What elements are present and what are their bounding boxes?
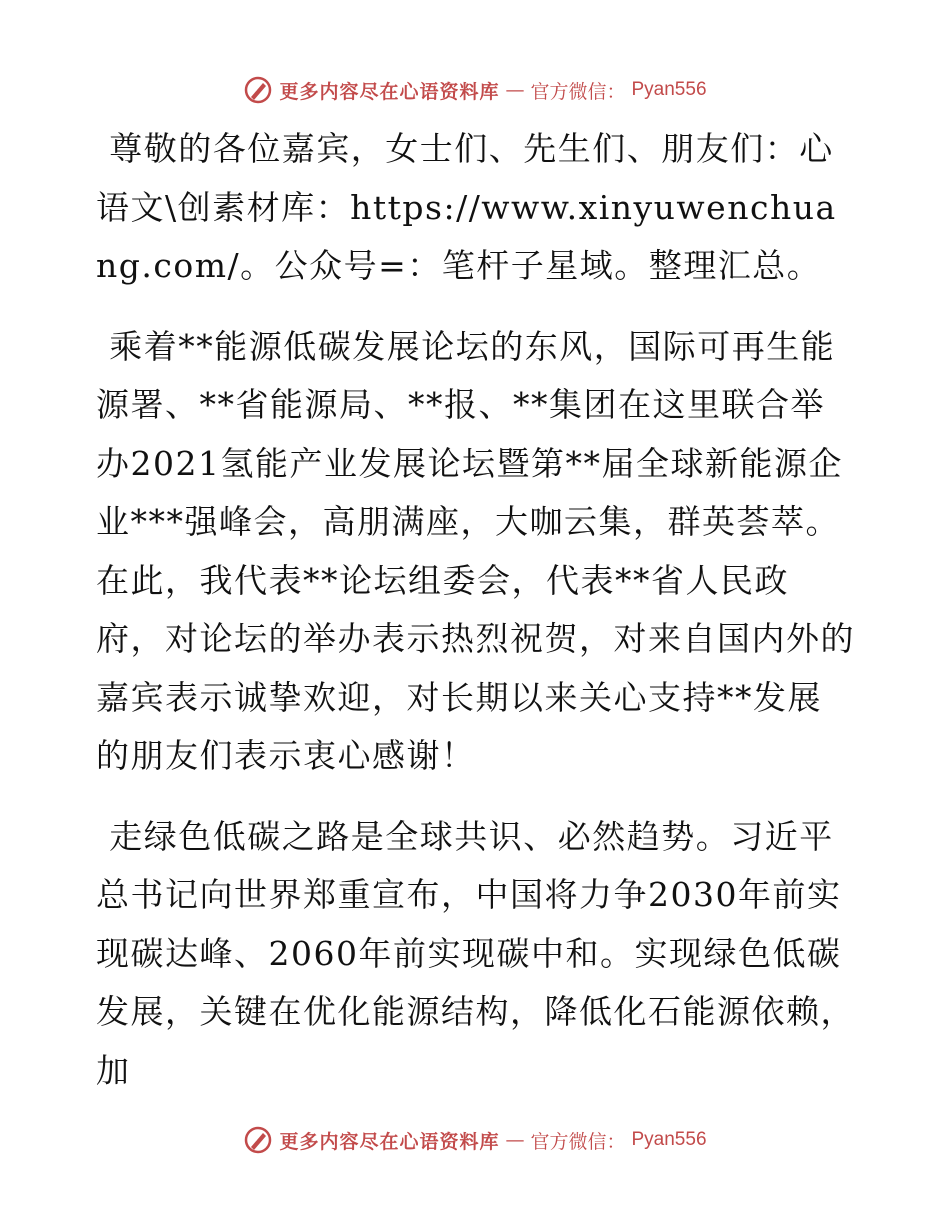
watermark-dash: — (505, 1129, 525, 1151)
watermark-wechat-id: Pyan556 (631, 1129, 707, 1150)
paragraph-greeting: 尊敬的各位嘉宾，女士们、先生们、朋友们：心语文\创素材库：https://www.xinyuwenchuang.com/。公众号=：笔杆子星域。整理汇总。 (96, 129, 837, 285)
footer-watermark (0, 1120, 950, 1160)
pen-logo-icon (243, 75, 273, 105)
watermark-dash: — (505, 79, 525, 101)
watermark-wechat-label: 官方微信： (530, 1130, 626, 1153)
header-watermark (0, 70, 950, 110)
watermark-site-text: 更多内容尽在心语资料库 (279, 1130, 500, 1153)
document-body (96, 120, 856, 1122)
paragraph-green-development: 走绿色低碳之路是全球共识、必然趋势。习近平总书记向世界郑重宣布，中国将力争2030年前实现碳达峰、2060年前实现碳中和。实现绿色低碳发展，关键在优化能源结构，降低化石能源依赖，加 (96, 816, 855, 1090)
watermark-wechat-id: Pyan556 (631, 79, 707, 100)
watermark-wechat-label: 官方微信： (530, 80, 626, 103)
paragraph-forum-intro: 乘着**能源低碳发展论坛的东风，国际可再生能源署、**省能源局、**报、**集团在这里联合举办2021氢能产业发展论坛暨第**届全球新能源企业***强峰会，高朋满座，大咖云集，群英荟萃。在此，我代表**论坛组委会，代表**省人民政府，对论坛的举办表示热烈祝贺，对来自国内外的嘉宾表示诚挚欢迎，对长期以来关心支持**发展的朋友们表示衷心感谢！ (96, 326, 855, 775)
watermark-site-text: 更多内容尽在心语资料库 (279, 80, 500, 103)
pen-logo-icon (243, 1125, 273, 1155)
